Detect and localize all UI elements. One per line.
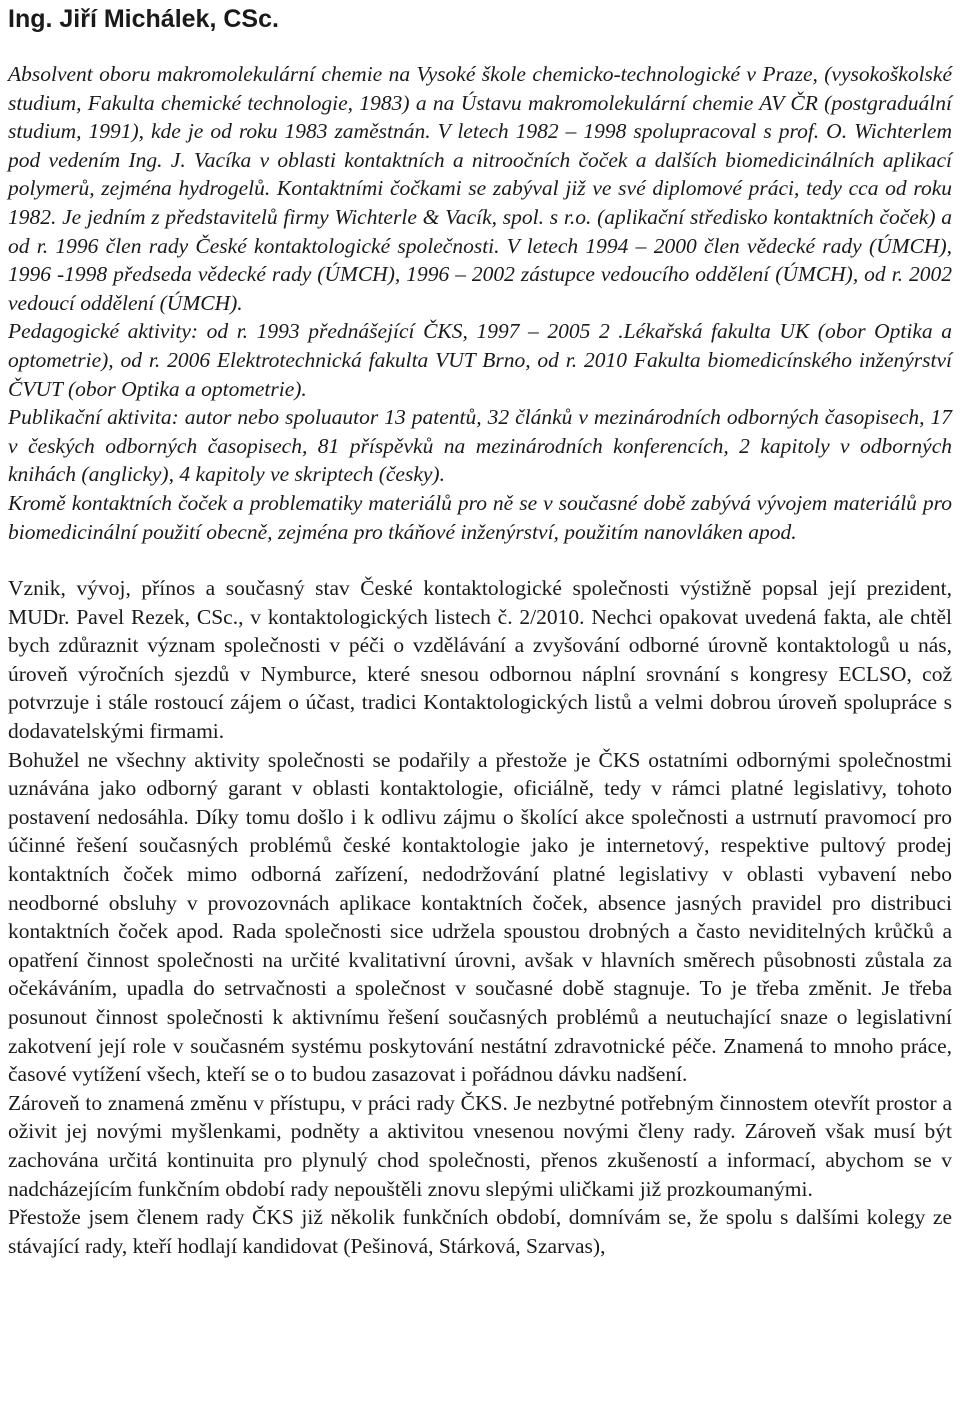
- section-divider-space: [8, 546, 952, 574]
- bio-paragraph-research: Kromě kontaktních čoček a problematiky materiálů pro ně se v současné době zabývá vývojem materiálů pro biomedicinální použití obecně, zejména pro tkáňové inženýrství, použitím nanovláken apod.: [8, 490, 952, 544]
- statement-paragraph-2: Bohužel ne všechny aktivity společnosti se podařily a přestože je ČKS ostatními odbornými společnostmi uznávána jako odborný garant v oblasti kontaktologie, oficiálně, tedy v rámci platné legislativy, tohoto postavení nedosáhla. Díky tomu došlo i k odlivu zájmu o školící akce společnosti a ustrnutí pravomocí pro účinné řešení současných problémů české kontaktologie jako je internetový, respektive pultový prodej kontaktních čoček mimo odborná zařízení, nedodržování platné legislativy v oblasti vybavení nebo neodborné obsluhy v provozovnách aplikace kontaktních čoček, absence jasných pravidel pro distribuci kontaktních čoček apod. Rada společnosti sice udržela spoustou drobných a často neviditelných krůčků a opatření činnost společnosti na určité kvalitativní úrovni, avšak v hlavních směrech působnosti zůstala za očekáváním, upadla do setrvačnosti a společnost v současné době stagnuje. To je třeba změnit. Je třeba posunout činnost společnosti k aktivnímu řešení současných problémů a neutuchající snaze o legislativní zakotvení její role v současném systému poskytování nestátní zdravotnické péče. Znamená to mnoho práce, časové vytížení všech, kteří se o to budou zasazovat i pořádnou dávku nadšení.: [8, 747, 952, 1087]
- statement-paragraph-4: Přestože jsem členem rady ČKS již několik funkčních období, domnívám se, že spolu s dalšími kolegy ze stávající rady, kteří hodlají kandidovat (Pešinová, Stárková, Szarvas),: [8, 1205, 952, 1258]
- bio-paragraph-education: Absolvent oboru makromolekulární chemie na Vysoké škole chemicko-technologické v Praze, (vysokoškolské studium, Fakulta chemické technologie, 1983) a na Ústavu makromolekulární chemie AV ČR (postgraduální studium, 1991), kde je od roku 1983 zaměstnán. V letech 1982 – 1998 spolupracoval s prof. O. Wichterlem pod vedením Ing. J. Vacíka v oblasti kontaktních a nitroočních čoček a dalších biomedicinálních aplikací polymerů, zejména hydrogelů. Kontaktními čočkami se zabýval již ve své diplomové práci, tedy cca od roku 1982. Je jedním z představitelů firmy Wichterle & Vacík, spol. s r.o. (aplikační středisko kontaktních čoček) a od r. 1996 člen rady České kontaktologické společnosti. V letech 1994 – 2000 člen vědecké rady (ÚMCH), 1996 -1998 předseda vědecké rady (ÚMCH), 1996 – 2002 zástupce vedoucího oddělení (ÚMCH), od r. 2002 vedoucí oddělení (ÚMCH).: [8, 62, 952, 315]
- bio-paragraph-teaching: Pedagogické aktivity: od r. 1993 přednášející ČKS, 1997 – 2005 2 .Lékařská fakulta UK (obor Optika a optometrie), od r. 2006 Elektrotechnická fakulta VUT Brno, od r. 2010 Fakulta biomedicínského inženýrství ČVUT (obor Optika a optometrie).: [8, 319, 952, 401]
- page-title: Ing. Jiří Michálek, CSc.: [8, 5, 279, 33]
- biography-section: [8, 60, 952, 546]
- statement-paragraph-3: Zároveň to znamená změnu v přístupu, v práci rady ČKS. Je nezbytné potřebným činnostem otevřít prostor a oživit jej novými myšlenkami, podněty a aktivitou vnesenou novými členy rady. Zároveň však musí být zachována určitá kontinuita pro plynulý chod společnosti, přenos zkušeností a informací, abychom se v nadcházejícím funkčním období rady nepouštěli znovu slepými uličkami již prozkoumanými.: [8, 1090, 952, 1201]
- statement-section: [8, 574, 952, 1260]
- bio-paragraph-publications: Publikační aktivita: autor nebo spoluautor 13 patentů, 32 článků v mezinárodních odborných časopisech, 17 v českých odborných časopisech, 81 příspěvků na mezinárodních konferencích, 2 kapitoly v odborných knihách (anglicky), 4 kapitoly ve skriptech (česky).: [8, 405, 952, 487]
- statement-paragraph-1: Vznik, vývoj, přínos a současný stav České kontaktologické společnosti výstižně popsal její prezident, MUDr. Pavel Rezek, CSc., v kontaktologických listech č. 2/2010. Nechci opakovat uvedená fakta, ale chtěl bych zdůraznit význam společnosti v péči o vzdělávání a zvyšování odborné úrovně kontaktologů u nás, úroveň výročních sjezdů v Nymburce, které snesou odbornou náplní srovnání s kongresy ECLSO, což potvrzuje i stále rostoucí zájem o účast, tradici Kontaktologických listů a velmi dobrou úroveň spolupráce s dodavatelskými firmami.: [8, 576, 952, 744]
